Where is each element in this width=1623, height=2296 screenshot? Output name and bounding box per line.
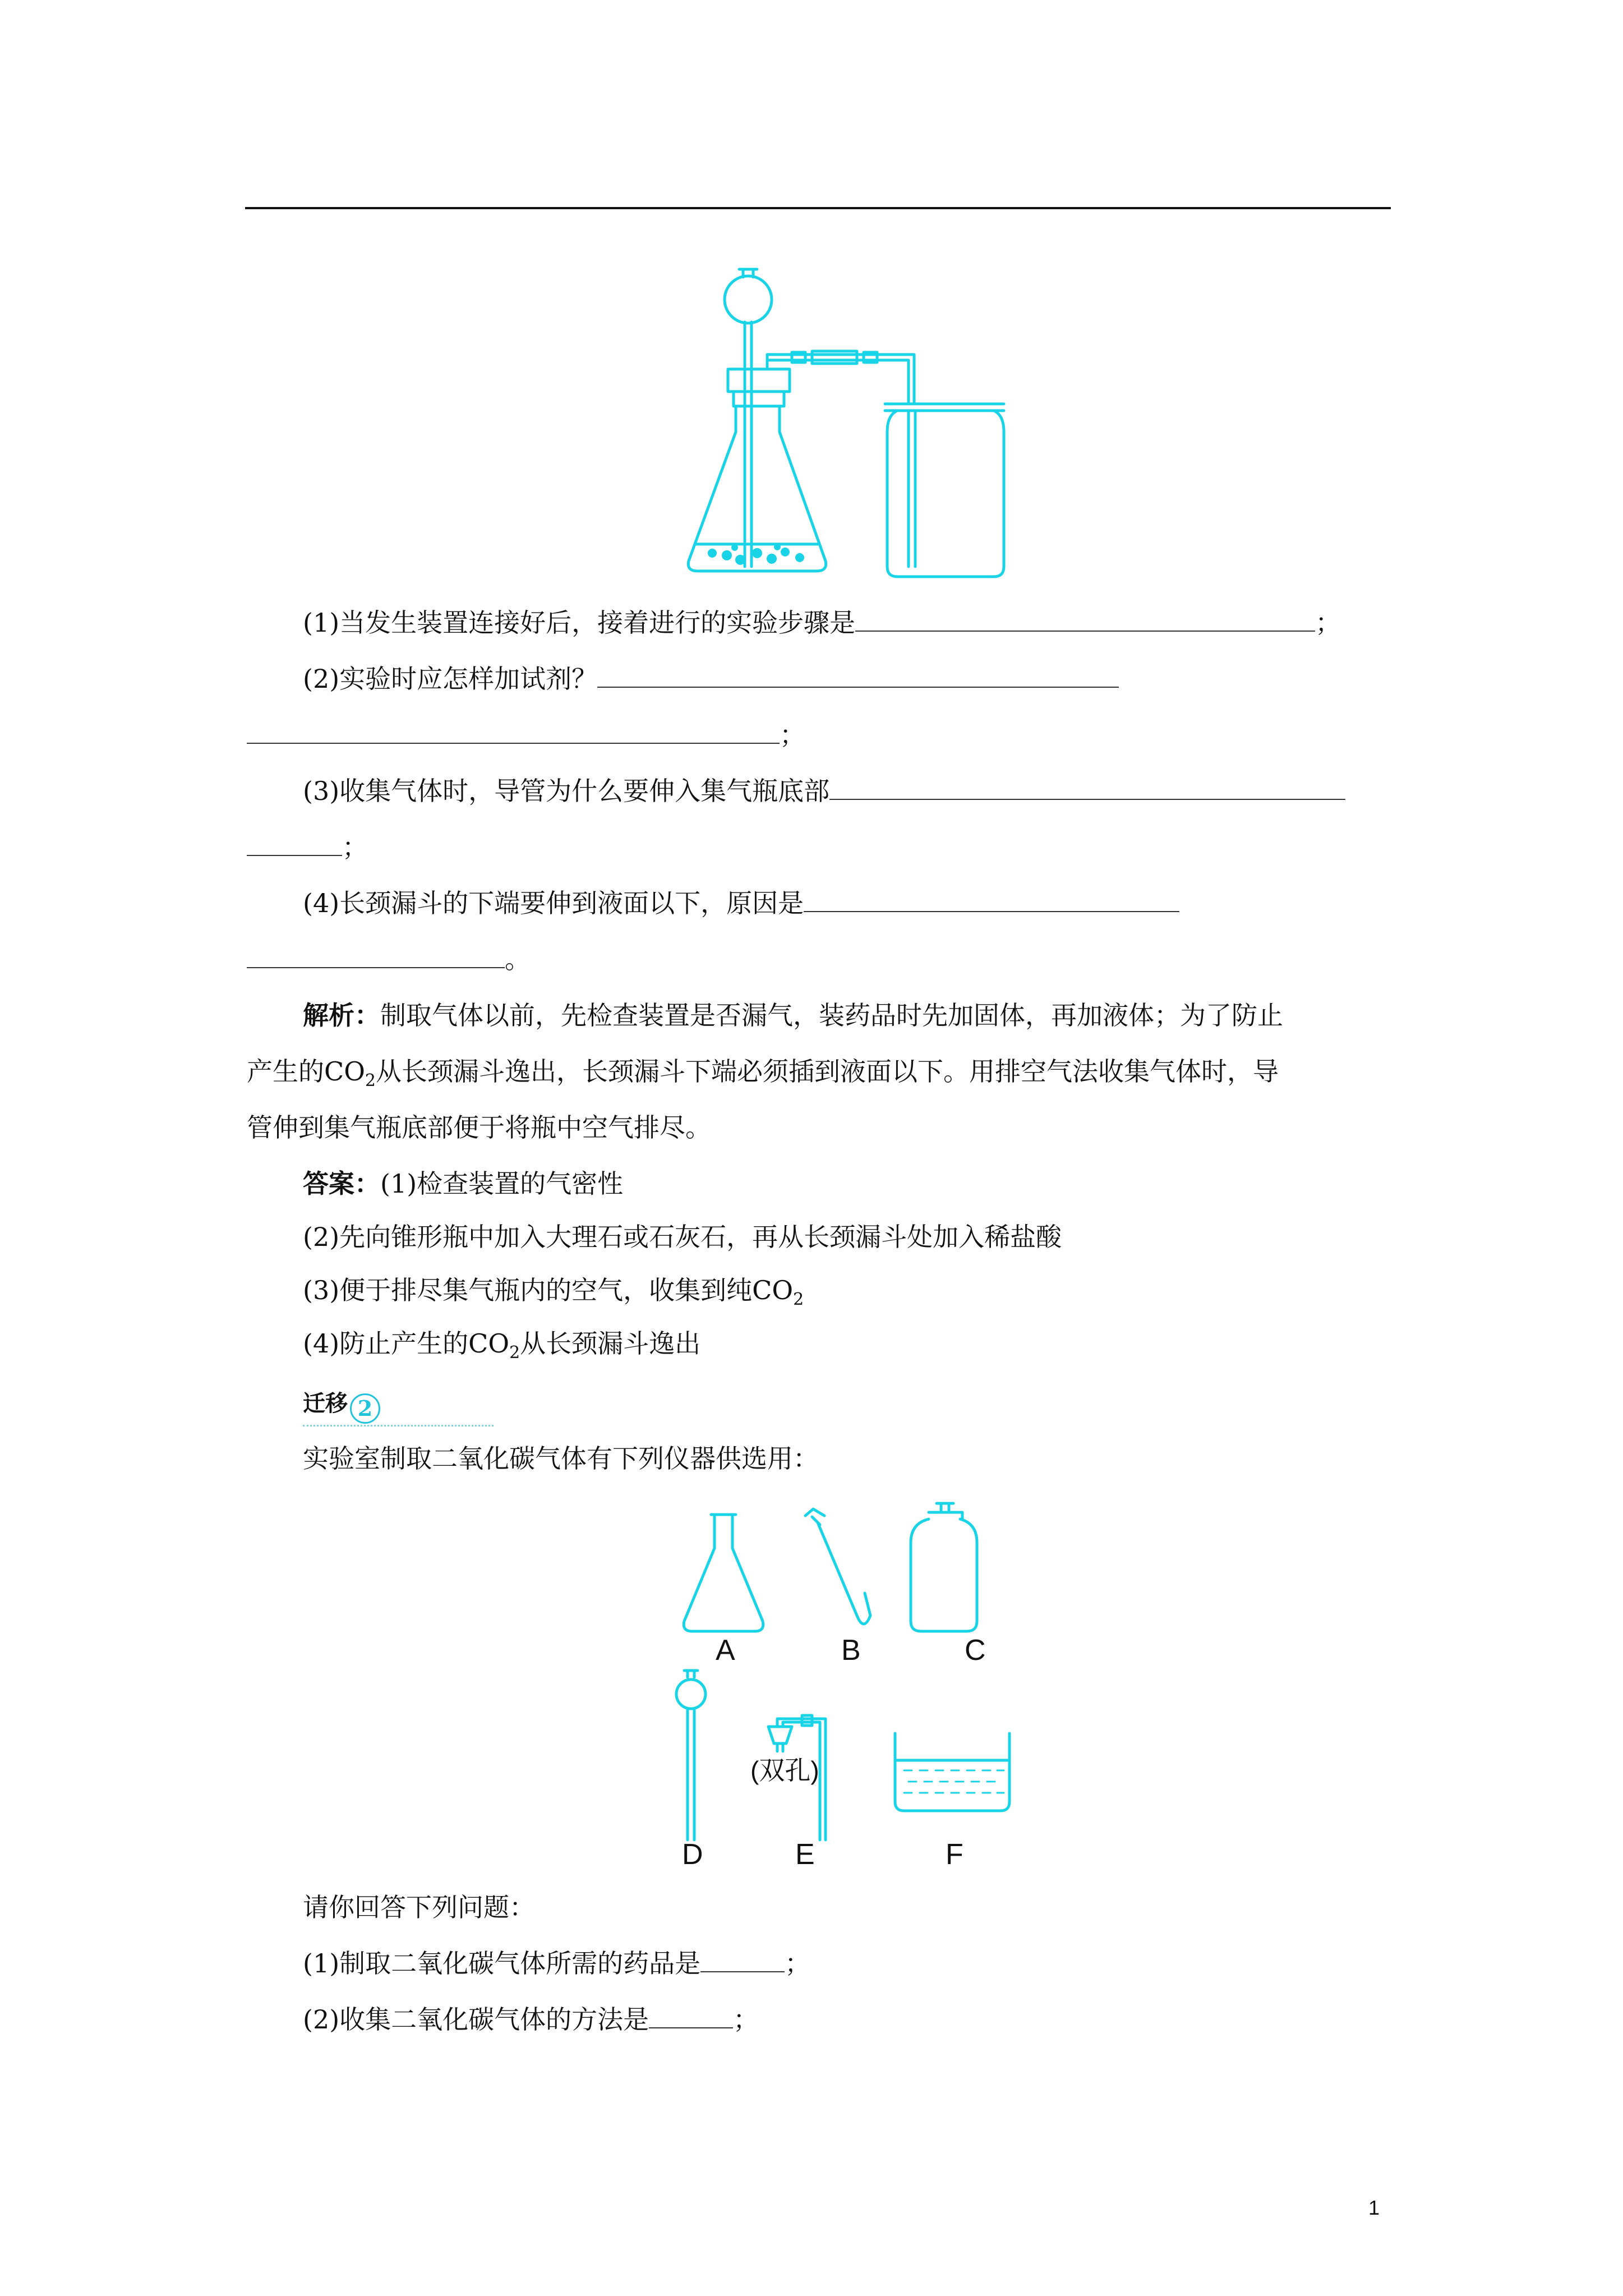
analysis-line-1: 解析：制取气体以前，先检查装置是否漏气，装药品时先加固体，再加液体；为了防止 [303, 1000, 1283, 1030]
q1-3: (3)收集气体时，导管为什么要伸入集气瓶底部 [303, 774, 1345, 808]
label-c: C [965, 1634, 986, 1667]
q1-4: (4)长颈漏斗的下端要伸到液面以下，原因是 [303, 886, 1179, 920]
q1-1: (1)当发生装置连接好后，接着进行的实验步骤是 ； [303, 606, 1341, 639]
answer-blank[interactable] [649, 2003, 733, 2028]
header-rule [245, 207, 1391, 209]
instrument-b-tube [805, 1509, 870, 1624]
q2-2: (2)收集二氧化碳气体的方法是 ； [303, 2003, 759, 2036]
label-d: D [682, 1838, 703, 1871]
q2-intro: 请你回答下列问题： [303, 1892, 535, 1922]
instrument-d-funnel [676, 1680, 706, 1709]
answer-line-2: (2)先向锥形瓶中加入大理石或石灰石，再从长颈漏斗处加入稀盐酸 [303, 1222, 1062, 1252]
q1-3-cont: ； [247, 830, 368, 864]
answer-blank[interactable] [247, 942, 505, 968]
q1-4-cont: 。 [247, 942, 531, 976]
analysis-line-3: 管伸到集气瓶底部便于将瓶中空气排尽。 [247, 1112, 711, 1143]
transfer-heading: 迁移 2 [303, 1386, 494, 1427]
answer-blank[interactable] [804, 886, 1179, 912]
q1-2: (2)实验时应怎样加试剂？ [303, 662, 1119, 696]
analysis-line-2: 产生的$CO_2$从长颈漏斗逸出，长颈漏斗下端必须插到液面以下。用排空气法收集气体时，导 [247, 1056, 1279, 1091]
answer-blank[interactable] [700, 1947, 785, 1972]
answer-line-4: (4)防止产生的$CO_2$从长颈漏斗逸出 [303, 1328, 701, 1363]
collecting-bottle [885, 404, 1004, 411]
answer-blank[interactable] [247, 830, 342, 856]
instrument-a-flask [684, 1515, 763, 1631]
label-a: A [716, 1634, 735, 1667]
instrument-f-trough [895, 1733, 1009, 1811]
answer-line-3: (3)便于排尽集气瓶内的空气，收集到纯$CO_2$ [303, 1275, 804, 1310]
instrument-c-bottle [911, 1503, 977, 1631]
transfer-intro: 实验室制取二氧化碳气体有下列仪器供选用： [303, 1443, 819, 1474]
erlenmeyer-flask [688, 406, 826, 571]
q2-1: (1)制取二氧化碳气体所需的药品是 ； [303, 1947, 810, 1980]
page-number: 1 [1368, 2196, 1380, 2219]
label-f: F [946, 1838, 963, 1871]
apparatus-figure [673, 264, 1021, 583]
transfer-number: 2 [350, 1393, 380, 1424]
q1-2-cont: ； [247, 718, 805, 752]
label-e: E [795, 1838, 815, 1871]
instruments-figure [673, 1492, 1032, 1851]
answer-blank[interactable] [247, 718, 780, 744]
answer-blank[interactable] [855, 606, 1315, 632]
e-note: (双孔) [750, 1756, 819, 1785]
answer-blank[interactable] [829, 774, 1345, 800]
answer-line-1: 答案：(1)检查装置的气密性 [303, 1168, 624, 1199]
answer-blank[interactable] [597, 662, 1119, 688]
label-b: B [841, 1634, 861, 1667]
